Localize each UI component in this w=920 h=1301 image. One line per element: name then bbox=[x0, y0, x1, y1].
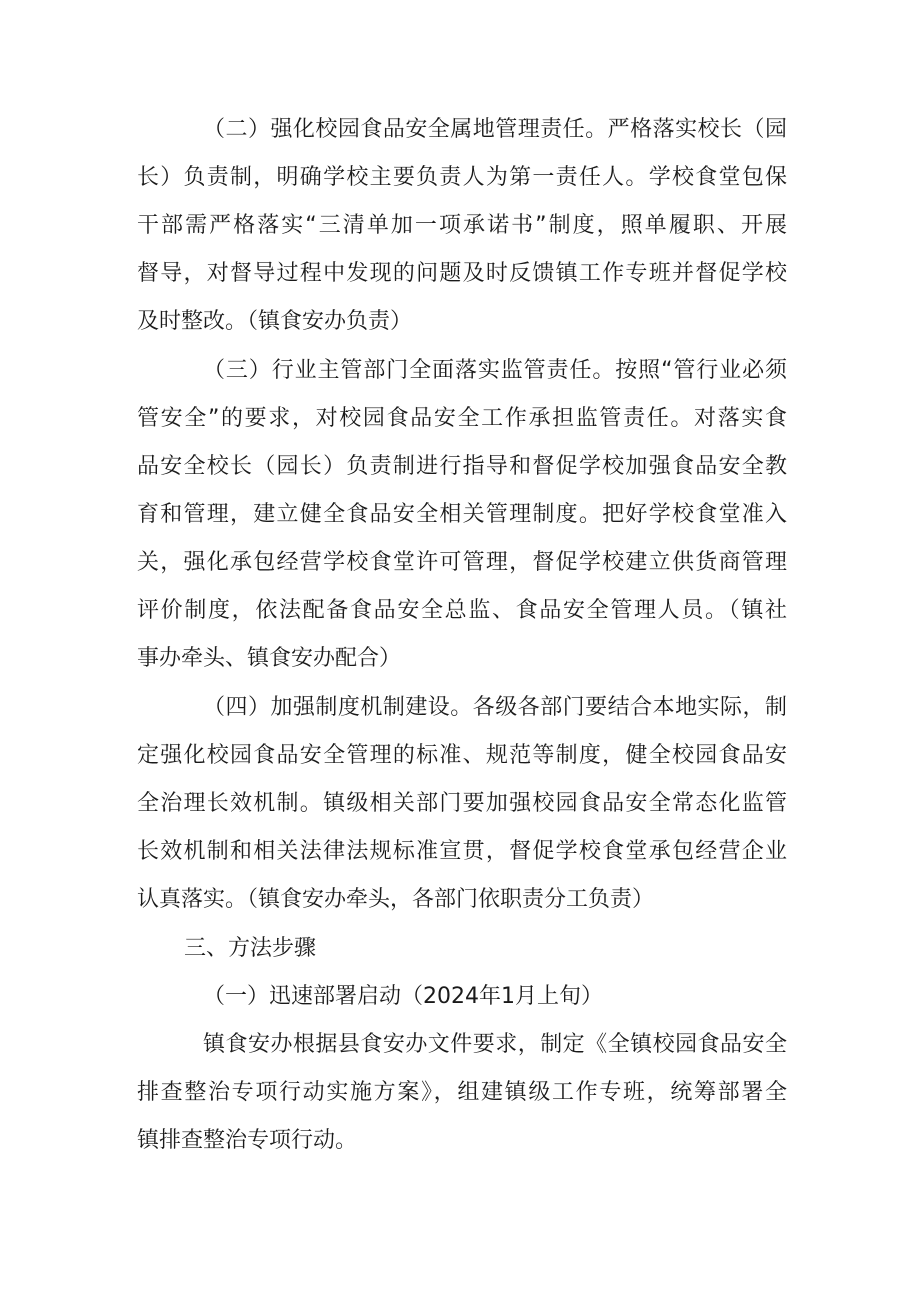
text-line: 长）负责制，明确学校主要负责人为第一责任人。学校食堂包保 bbox=[137, 165, 787, 190]
text-line: 事办牵头、镇食安办配合） bbox=[137, 646, 402, 671]
text-line: 干部需严格落实“三清单加一项承诺书”制度，照单履职、开展 bbox=[137, 213, 787, 238]
text-line: 关，强化承包经营学校食堂许可管理，督促学校建立供货商管理 bbox=[137, 550, 787, 575]
text-line: 品安全校长（园长）负责制进行指导和督促学校加强食品安全教 bbox=[137, 454, 787, 479]
text-line: 定强化校园食品安全管理的标准、规范等制度，健全校园食品安 bbox=[137, 743, 787, 768]
text-line: 全治理长效机制。镇级相关部门要加强校园食品安全常态化监管 bbox=[137, 791, 787, 816]
text-line: 认真落实。（镇食安办牵头，各部门依职责分工负责） bbox=[137, 887, 655, 912]
text-line: （三）行业主管部门全面落实监管责任。按照“管行业必须 bbox=[203, 358, 787, 383]
text-line: 长效机制和相关法律法规标准宣贯，督促学校食堂承包经营企业 bbox=[137, 839, 787, 864]
text-line: 管安全”的要求，对校园食品安全工作承担监管责任。对落实食 bbox=[137, 406, 787, 431]
text-line: （四）加强制度机制建设。各级各部门要结合本地实际，制 bbox=[203, 695, 787, 720]
text-line: 督导，对督导过程中发现的问题及时反馈镇工作专班并督促学校 bbox=[137, 261, 787, 286]
text-line: 育和管理，建立健全食品安全相关管理制度。把好学校食堂准入 bbox=[137, 502, 787, 527]
text-line: （二）强化校园食品安全属地管理责任。严格落实校长（园 bbox=[203, 117, 787, 142]
text-line: 及时整改。（镇食安办负责） bbox=[137, 309, 413, 334]
section-heading: 三、方法步骤 bbox=[184, 936, 317, 961]
text-line: 镇排查整治专项行动。 bbox=[137, 1128, 358, 1153]
subsection-heading: （一）迅速部署启动（2024年1月上旬） bbox=[203, 984, 603, 1009]
text-line: 评价制度，依法配备食品安全总监、食品安全管理人员。（镇社 bbox=[137, 598, 787, 623]
text-line: 排查整治专项行动实施方案》，组建镇级工作专班，统筹部署全 bbox=[137, 1080, 787, 1105]
text-line: 镇食安办根据县食安办文件要求，制定《全镇校园食品安全 bbox=[203, 1032, 787, 1057]
